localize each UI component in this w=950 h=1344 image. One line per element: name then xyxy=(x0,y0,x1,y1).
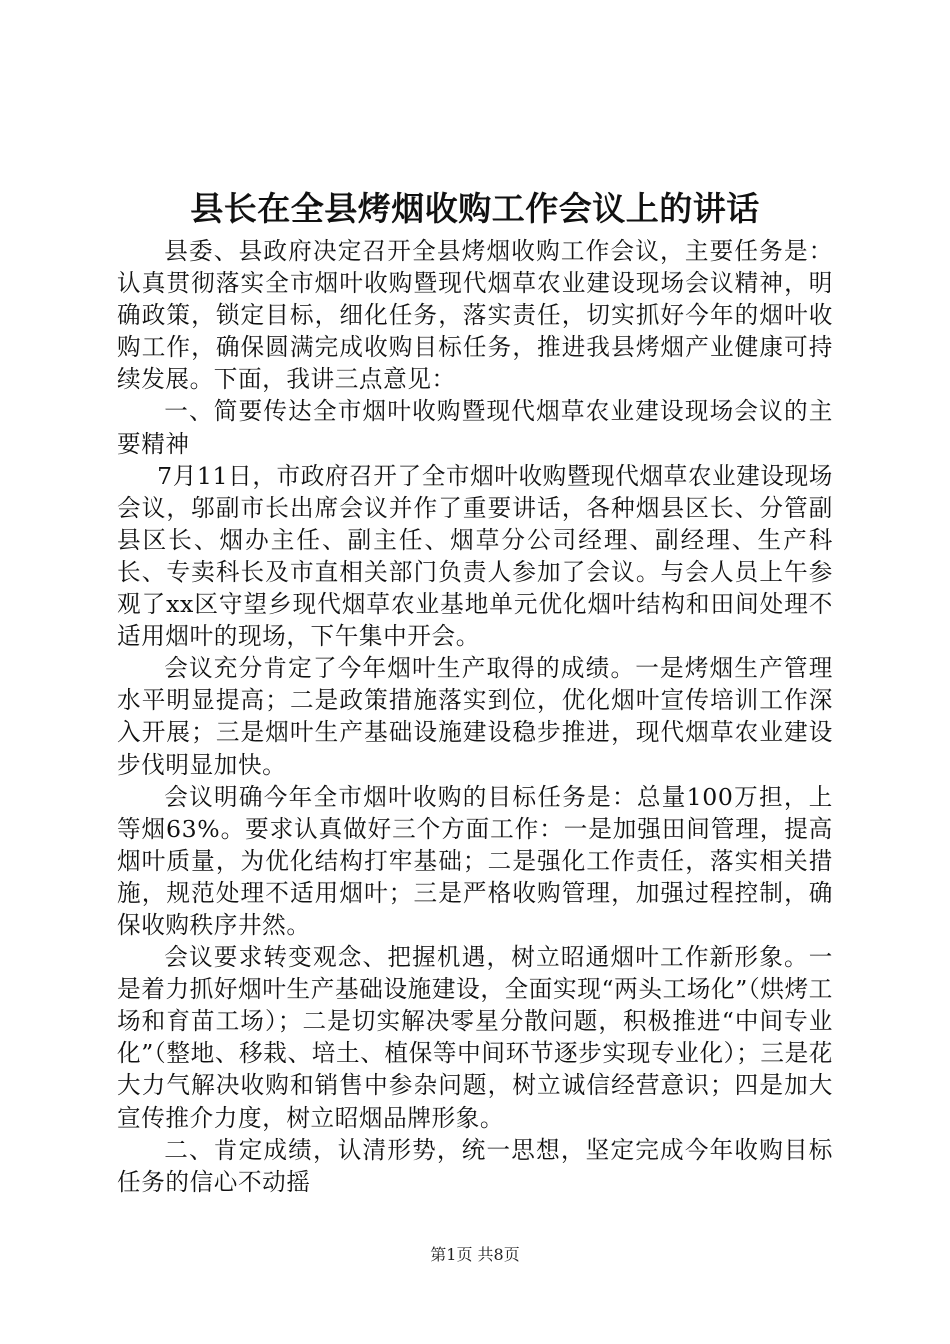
page-number-footer: 第1页 共8页 xyxy=(430,1245,520,1264)
paragraph-achievements: 会议充分肯定了今年烟叶生产取得的成绩。一是烤烟生产管理水平明显提高；二是政策措施落实到位，优化烟叶宣传培训工作深入开展；三是烟叶生产基础设施建设稳步推进，现代烟草农业建设步伐明显加快。 xyxy=(117,654,833,779)
paragraph-meeting: 7月11日，市政府召开了全市烟叶收购暨现代烟草农业建设现场会议，邬副市长出席会议并作了重要讲话，各种烟县区长、分管副县区长、烟办主任、副主任、烟草分公司经理、副经理、生产科长、专卖科长及市直相关部门负责人参加了会议。与会人员上午参观了xx区守望乡现代烟草农业基地单元优化烟叶结构和田间处理不适用烟叶的现场，下午集中开会。 xyxy=(117,461,833,651)
section-heading-1: 一、简要传达全市烟叶收购暨现代烟草农业建设现场会议的主要精神 xyxy=(117,397,833,458)
paragraph-targets: 会议明确今年全市烟叶收购的目标任务是：总量100万担，上等烟63%。要求认真做好三个方面工作：一是加强田间管理，提高烟叶质量，为优化结构打牢基础；二是强化工作责任，落实相关措施，规范处理不适用烟叶；三是严格收购管理，加强过程控制，确保收购秩序井然。 xyxy=(117,782,833,939)
document-body xyxy=(117,235,833,1198)
paragraph-requirements: 会议要求转变观念、把握机遇，树立昭通烟叶工作新形象。一是着力抓好烟叶生产基础设施建设，全面实现“两头工场化”（烘烤工场和育苗工场）；二是切实解决零星分散问题，积极推进“中间专业化”（整地、移栽、培土、植保等中间环节逐步实现专业化）；三是花大力气解决收购和销售中参杂问题，树立诚信经营意识；四是加大宣传推介力度，树立昭烟品牌形象。 xyxy=(117,943,833,1132)
paragraph-intro: 县委、县政府决定召开全县烤烟收购工作会议，主要任务是：认真贯彻落实全市烟叶收购暨现代烟草农业建设现场会议精神，明确政策，锁定目标，细化任务，落实责任，切实抓好今年的烟叶收购工作，确保圆满完成收购目标任务，推进我县烤烟产业健康可持续发展。下面，我讲三点意见： xyxy=(117,237,833,394)
document-title: 县长在全县烤烟收购工作会议上的讲话 xyxy=(190,189,760,228)
section-heading-2: 二、肯定成绩，认清形势，统一思想，坚定完成今年收购目标任务的信心不动摇 xyxy=(117,1135,833,1196)
